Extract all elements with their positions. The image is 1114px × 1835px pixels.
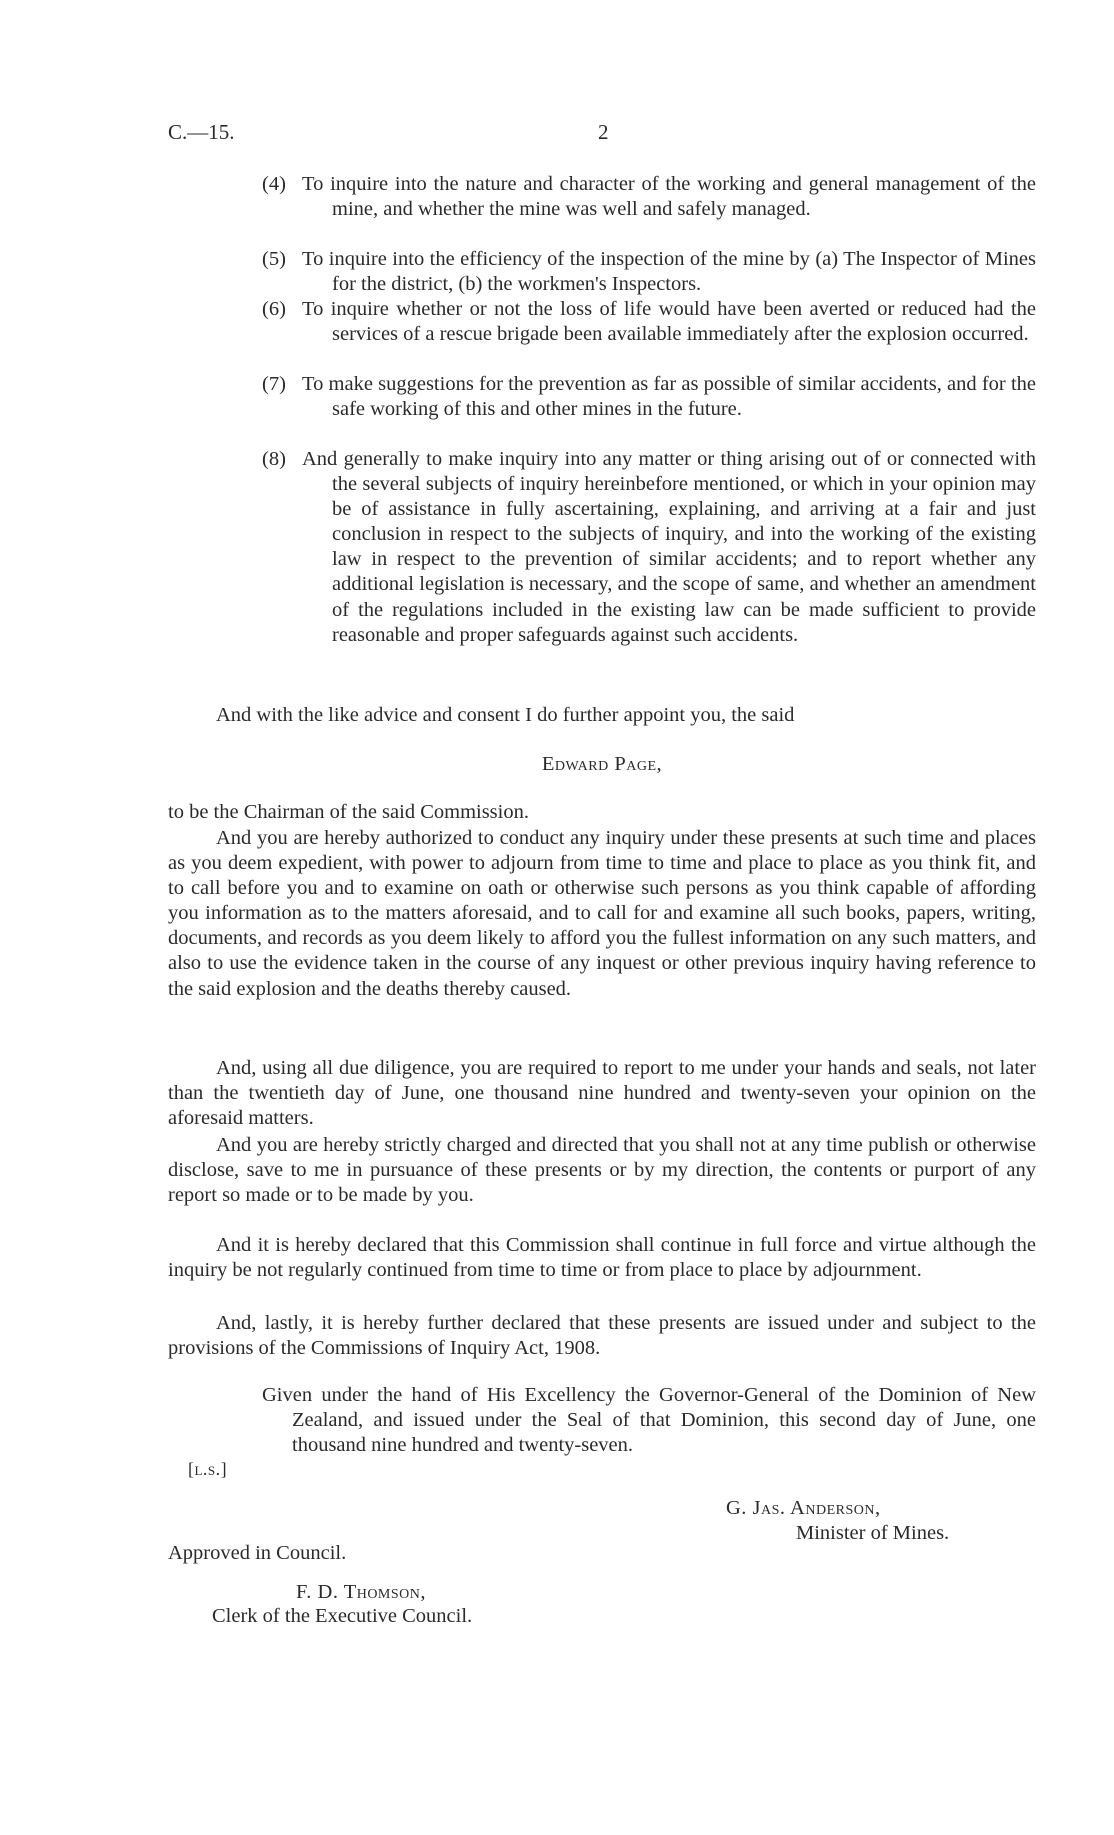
- item-number: (4): [262, 173, 286, 195]
- list-item: [262, 297, 1036, 347]
- paragraph: And, lastly, it is hereby further declared that these presents are issued under and subject to the provisions of the Commissions of Inquiry Act, 1908.: [168, 1312, 1036, 1360]
- item-text: To inquire into the efficiency of the inspection of the mine by (a) The Inspector of Mines for the district, (b) the workmen's Inspectors.: [302, 248, 1036, 296]
- item-text: To inquire into the nature and character of the working and general management of the mine, and whether the mine was well and safely managed.: [302, 173, 1036, 221]
- clerk-title: Clerk of the Executive Council.: [212, 1605, 473, 1627]
- appoint-line: And with the like advice and consent I do further appoint you, the said: [216, 704, 795, 726]
- paragraph: And, using all due diligence, you are required to report to me under your hands and seals, not later than the twentieth day of June, one thousand nine hundred and twenty-seven your opinion on the aforesaid matters.: [168, 1057, 1036, 1130]
- list-item: [262, 372, 1036, 422]
- chairman-name: Edward Page,: [541, 753, 663, 775]
- item-text: And generally to make inquiry into any matter or thing arising out of or connected with the several subjects of inquiry hereinbefore mentioned, or which in your opinion may be of assistance in fully ascertaining, explaining, and arriving at a fair and just conclusion in respect to the subjects of inquiry, and into the working of the existing law in respect to the prevention of similar accidents; and to report whether any additional legislation is necessary, and the scope of same, and whether an amendment of the regulations included in the existing law can be made sufficient to provide reasonable and proper safeguards against such accidents.: [302, 448, 1036, 646]
- item-number: (6): [262, 298, 286, 320]
- chairman-line: to be the Chairman of the said Commission.: [168, 801, 529, 823]
- list-item: [262, 247, 1036, 297]
- item-text: To inquire whether or not the loss of life would have been averted or reduced had the services of a rescue brigade been available immediately after the explosion occurred.: [302, 298, 1036, 346]
- paragraph: And you are hereby strictly charged and directed that you shall not at any time publish or otherwise disclose, save to me in pursuance of these presents or by my direction, the contents or purport of any report so made or to be made by you.: [168, 1134, 1036, 1207]
- signatory-title: Minister of Mines.: [796, 1522, 950, 1544]
- item-number: (5): [262, 248, 286, 270]
- paragraph: And you are hereby authorized to conduct any inquiry under these presents at such time and places as you deem expedient, with power to adjourn from time to time and place to place as you think fit, and to call before you and to examine on oath or otherwise such persons as you think capable of affording you information as to the matters aforesaid, and to call for and examine all such books, papers, writing, documents, and records as you deem likely to afford you the fullest information on any such matters, and also to use the evidence taken in the course of any inquest or other previous inquiry having reference to the said explosion and the deaths thereby caused.: [168, 827, 1036, 1000]
- clerk-name: F. D. Thomson,: [296, 1581, 427, 1603]
- item-number: (7): [262, 373, 286, 395]
- seal-mark: [l.s.]: [188, 1459, 228, 1479]
- list-item: [262, 172, 1036, 222]
- document-code: C.—15.: [168, 120, 235, 144]
- item-text: To make suggestions for the prevention as far as possible of similar accidents, and for the safe working of this and other mines in the future.: [302, 373, 1036, 421]
- list-item: [262, 447, 1036, 648]
- paragraph: And it is hereby declared that this Commission shall continue in full force and virtue although the inquiry be not regularly continued from time to time or from place to place by adjournment.: [168, 1234, 1036, 1282]
- item-number: (8): [262, 448, 286, 470]
- given-text: Given under the hand of His Excellency the Governor-General of the Dominion of New Zealand, and issued under the Seal of that Dominion, this second day of June, one thousand nine hundred and twenty-seven.: [262, 1384, 1036, 1457]
- signatory-name: G. Jas. Anderson,: [726, 1497, 881, 1519]
- page-number: 2: [598, 120, 609, 144]
- given-under-hand: [262, 1383, 1036, 1458]
- approved-line: Approved in Council.: [168, 1542, 347, 1564]
